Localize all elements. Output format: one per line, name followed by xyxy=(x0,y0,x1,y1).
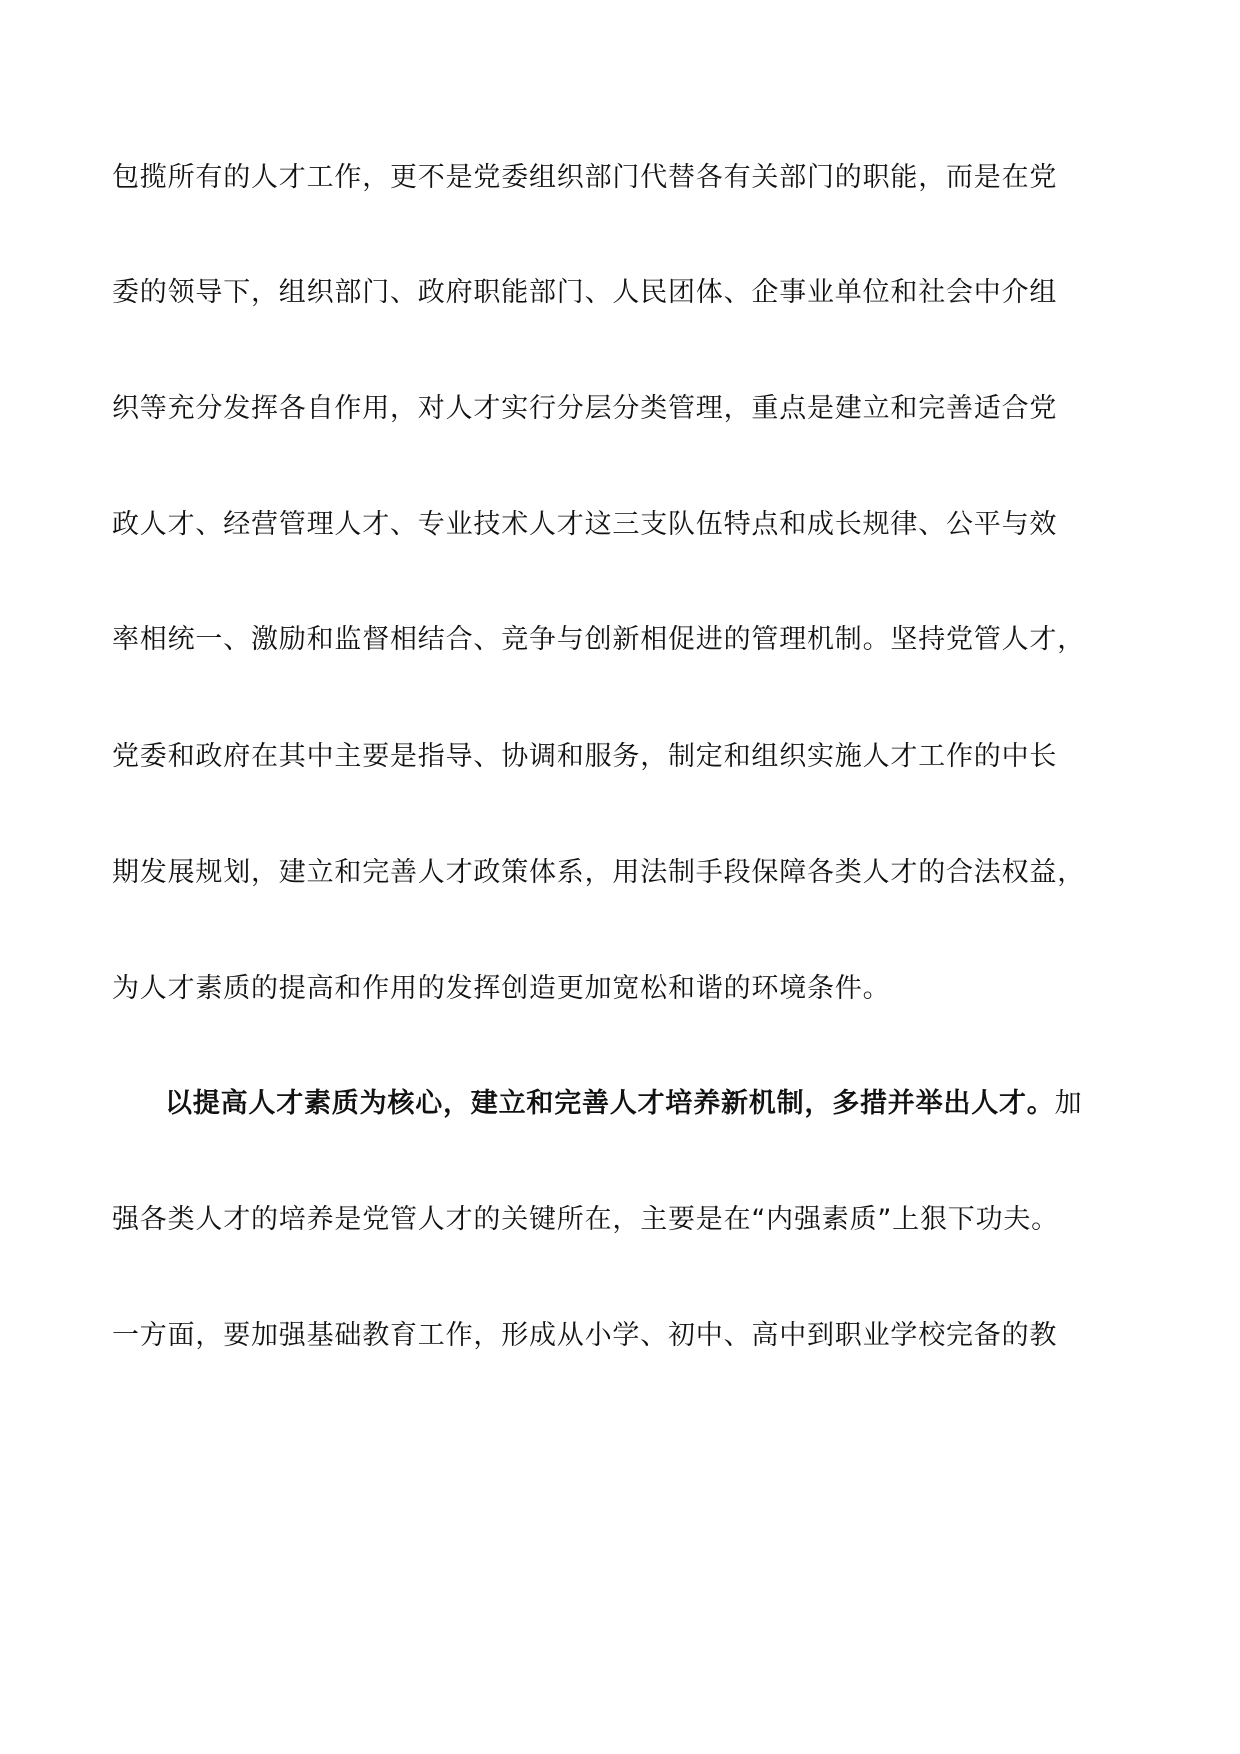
paragraph-line: 期发展规划，建立和完善人才政策体系，用法制手段保障各类人才的合法权益， xyxy=(112,857,1085,888)
paragraph-line: 一方面，要加强基础教育工作，形成从小学、初中、高中到职业学校完备的教 xyxy=(112,1320,1058,1351)
section-heading: 以提高人才素质为核心，建立和完善人才培养新机制，多措并举出人才。 xyxy=(165,1088,1055,1119)
paragraph-line: 率相统一、激励和监督相结合、竞争与创新相促进的管理机制。坚持党管人才， xyxy=(112,624,1085,655)
heading-continuation: 加 xyxy=(1054,1088,1083,1119)
paragraph-line: 强各类人才的培养是党管人才的关键所在，主要是在“内强素质”上狠下功夫。 xyxy=(112,1204,1059,1235)
paragraph-line: 委的领导下，组织部门、政府职能部门、人民团体、企事业单位和社会中介组 xyxy=(112,277,1058,308)
paragraph-line: 党委和政府在其中主要是指导、协调和服务，制定和组织实施人才工作的中长 xyxy=(112,741,1058,772)
paragraph-line: 织等充分发挥各自作用，对人才实行分层分类管理，重点是建立和完善适合党 xyxy=(112,393,1058,424)
paragraph-line: 包揽所有的人才工作，更不是党委组织部门代替各有关部门的职能，而是在党 xyxy=(112,162,1058,193)
paragraph-line: 政人才、经营管理人才、专业技术人才这三支队伍特点和成长规律、公平与效 xyxy=(112,509,1058,540)
paragraph-line: 为人才素质的提高和作用的发挥创造更加宽松和谐的环境条件。 xyxy=(112,973,891,1004)
section-heading-line xyxy=(165,1084,1082,1124)
